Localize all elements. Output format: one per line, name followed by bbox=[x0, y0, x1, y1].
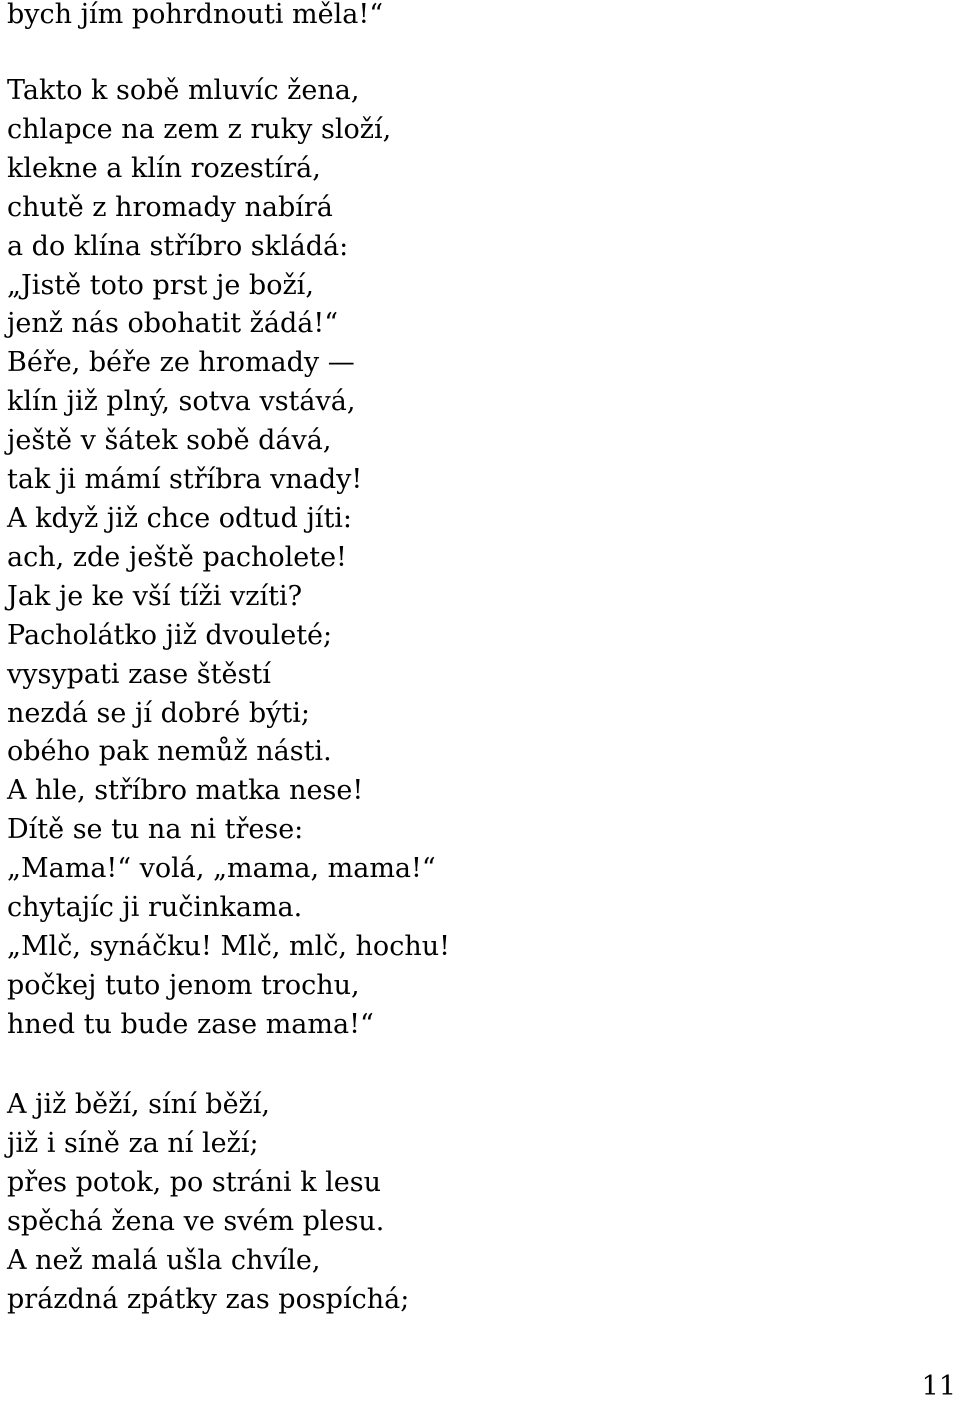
poem-line: „Jistě toto prst je boží, bbox=[7, 269, 314, 301]
poem-line: již i síně za ní leží; bbox=[7, 1127, 259, 1159]
poem-line: hned tu bude zase mama!“ bbox=[7, 1008, 374, 1040]
poem-line: ještě v šátek sobě dává, bbox=[7, 425, 332, 457]
poem-line: tak ji mámí stříbra vnady! bbox=[7, 464, 363, 496]
poem-line: ach, zde ještě pacholete! bbox=[7, 541, 347, 573]
stanza-1 bbox=[7, 0, 383, 35]
poem-line: Béře, béře ze hromady — bbox=[7, 347, 355, 379]
poem-line: A již běží, síní běží, bbox=[7, 1089, 270, 1120]
poem-line: vysypati zase štěstí bbox=[7, 658, 271, 690]
poem-line: klín již plný, sotva vstává, bbox=[7, 386, 356, 418]
poem-line: chlapce na zem z ruky složí, bbox=[7, 113, 392, 145]
poem-line: A když již chce odtud jíti: bbox=[7, 502, 353, 534]
page-number: 11 bbox=[921, 1371, 956, 1402]
poem-line: spěchá žena ve svém plesu. bbox=[7, 1205, 385, 1237]
poem-line: obého pak nemůž násti. bbox=[7, 736, 332, 768]
poem-line: Jak je ke vší tíži vzíti? bbox=[7, 580, 303, 612]
poem-line: klekne a klín rozestírá, bbox=[7, 152, 321, 184]
poem-line: nezdá se jí dobré býti; bbox=[7, 697, 310, 729]
poem-line: Dítě se tu na ni třese: bbox=[7, 814, 304, 846]
poem-line: chutě z hromady nabírá bbox=[7, 191, 333, 223]
poem-line: jenž nás obohatit žádá!“ bbox=[7, 308, 339, 340]
poem-line: „Mlč, synáčku! Mlč, mlč, hochu! bbox=[7, 930, 450, 962]
poem-line: A hle, stříbro matka nese! bbox=[7, 775, 364, 807]
stanza-3 bbox=[7, 1086, 409, 1319]
stanza-2 bbox=[7, 72, 450, 1045]
poem-line: bych jím pohrdnouti měla!“ bbox=[7, 0, 384, 30]
poem-line: prázdná zpátky zas pospíchá; bbox=[7, 1283, 410, 1315]
poem-line: Pacholátko již dvouleté; bbox=[7, 619, 333, 651]
poem-line: počkej tuto jenom trochu, bbox=[7, 969, 360, 1001]
poem-line: chytajíc ji ručinkama. bbox=[7, 892, 303, 924]
poem-line: „Mama!“ volá, „mama, mama!“ bbox=[7, 853, 436, 885]
poem-line: přes potok, po stráni k lesu bbox=[7, 1166, 382, 1198]
poem-line: a do klína stříbro skládá: bbox=[7, 230, 349, 262]
poem-line: Takto k sobě mluvíc žena, bbox=[7, 75, 360, 106]
poem-line: A než malá ušla chvíle, bbox=[7, 1244, 321, 1276]
